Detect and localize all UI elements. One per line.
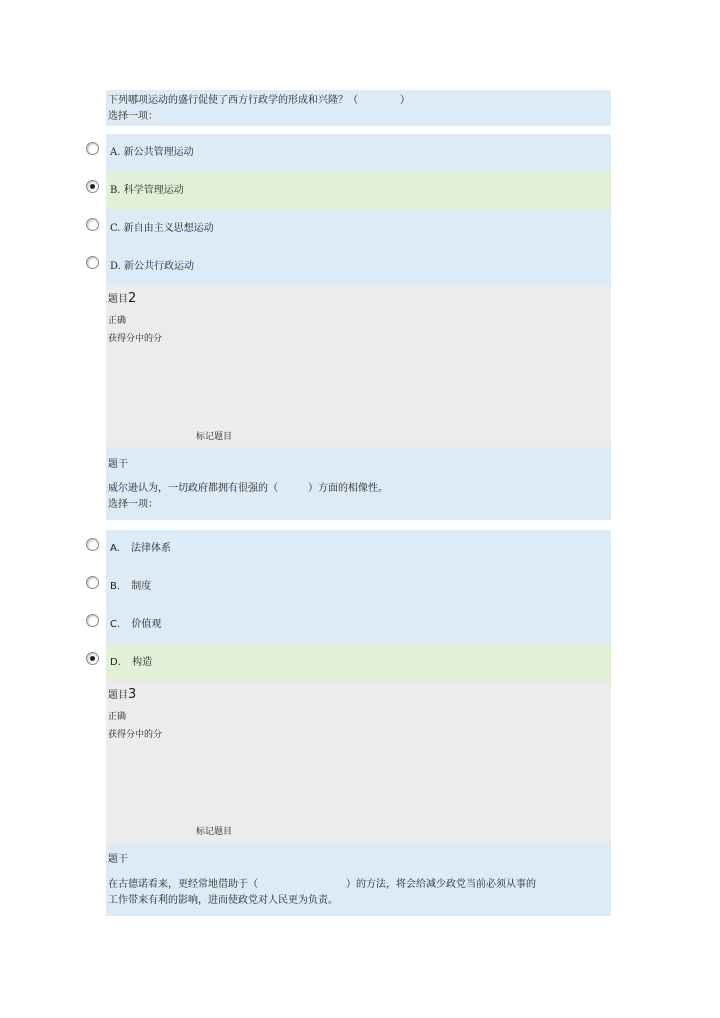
q2-option-d-text: 构造 — [132, 657, 153, 668]
q2-option-b[interactable] — [106, 568, 611, 606]
q3-title-prefix: 题目 — [108, 690, 128, 701]
q3-number: 3 — [128, 687, 137, 702]
radio-button-icon[interactable] — [86, 538, 99, 551]
radio-button-icon[interactable] — [86, 576, 99, 589]
q2-choose-label: 选择一项： — [108, 499, 158, 510]
q2-stem-close: ）方面的相像性。 — [308, 483, 388, 494]
q2-number: 2 — [128, 291, 137, 306]
q3-stem-text-1: 在古德诺看来，更经常地借助于（ — [108, 879, 258, 890]
radio-button-icon[interactable] — [86, 218, 99, 231]
q2-option-c-letter: C. — [110, 619, 121, 630]
q3-info-panel — [106, 682, 611, 842]
q1-option-b-label: B. 科学管理运动 — [110, 185, 184, 196]
q3-score: 获得分中的分 — [108, 730, 163, 740]
q1-option-d[interactable] — [106, 248, 611, 286]
q1-choose-label: 选择一项： — [108, 111, 158, 122]
q3-flag-question[interactable]: 标记题目 — [196, 827, 233, 837]
q1-stem — [106, 90, 611, 126]
q2-option-a-text: 法律体系 — [131, 543, 172, 554]
q2-option-a[interactable] — [106, 530, 611, 568]
q2-score: 获得分中的分 — [108, 334, 163, 344]
q3-stem-heading: 题干 — [108, 854, 128, 865]
q2-option-d[interactable] — [106, 644, 611, 682]
radio-button-icon[interactable] — [86, 614, 99, 627]
radio-selected-icon[interactable] — [86, 652, 99, 665]
q1-option-a-label: A. 新公共管理运动 — [110, 147, 194, 158]
q1-option-c-label: C. 新自由主义思想运动 — [110, 223, 214, 234]
q1-option-b[interactable] — [106, 172, 611, 210]
q3-stem-text-2: 工作带来有利的影响，进而使政党对人民更为负责。 — [108, 895, 338, 906]
q2-option-a-letter: A. — [110, 543, 120, 554]
q2-flag-question[interactable]: 标记题目 — [196, 432, 233, 442]
q2-stem — [106, 447, 611, 520]
radio-button-icon[interactable] — [86, 256, 99, 269]
radio-selected-icon[interactable] — [86, 180, 99, 193]
q2-title — [108, 290, 609, 306]
q2-stem-text: 威尔逊认为，一切政府都拥有很强的（ — [108, 483, 278, 494]
q2-title-prefix: 题目 — [108, 294, 128, 305]
q2-option-b-letter: B. — [110, 581, 121, 592]
radio-button-icon[interactable] — [86, 142, 99, 155]
q1-option-c[interactable] — [106, 210, 611, 248]
q1-option-a[interactable] — [106, 134, 611, 172]
q3-stem — [106, 842, 611, 916]
q3-status: 正确 — [108, 712, 127, 722]
q2-stem-heading: 题干 — [108, 459, 128, 470]
q2-info-panel — [106, 286, 611, 447]
q1-stem-text: 下列哪项运动的盛行促使了西方行政学的形成和兴隆？（ — [108, 95, 358, 106]
q2-option-c[interactable] — [106, 606, 611, 644]
q3-title — [108, 686, 609, 702]
q2-option-d-letter: D. — [110, 657, 121, 668]
q3-stem-text-1-end: ）的方法，将会给减少政党当前必须从事的 — [346, 879, 536, 890]
q1-option-d-label: D. 新公共行政运动 — [110, 261, 195, 272]
q2-option-b-text: 制度 — [131, 581, 152, 592]
q2-status: 正确 — [108, 316, 127, 326]
q1-stem-close: ） — [400, 95, 410, 106]
q2-option-c-text: 价值观 — [131, 619, 162, 630]
